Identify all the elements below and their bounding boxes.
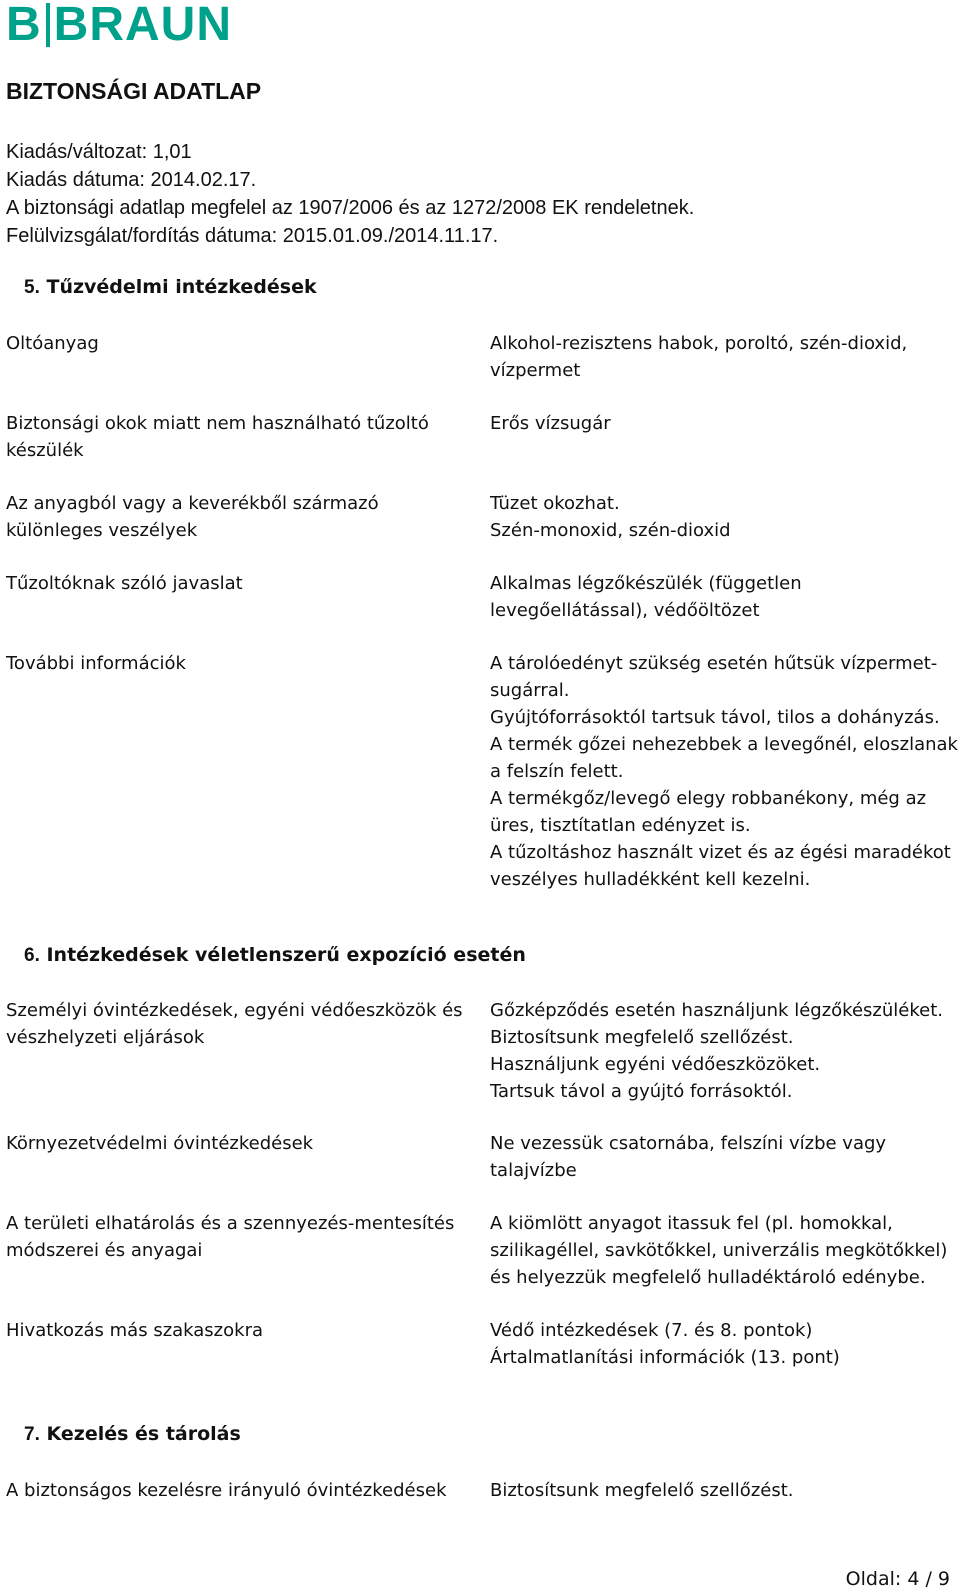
field-label — [6, 410, 466, 464]
document-title: BIZTONSÁGI ADATLAP — [6, 78, 262, 104]
label-line: Hivatkozás más szakaszokra — [6, 1320, 264, 1341]
value-line: Ártalmatlanítási információk (13. pont) — [490, 1347, 840, 1368]
value-line: talajvízbe — [490, 1160, 577, 1181]
value-line: Tartsuk távol a gyújtó forrásoktól. — [490, 1081, 793, 1102]
field-label — [6, 1477, 466, 1504]
value-line: Erős vízsugár — [490, 413, 611, 434]
value-line: Tüzet okozhat. — [490, 493, 620, 514]
field-value — [490, 1317, 950, 1371]
field-label — [6, 330, 466, 357]
value-line: levegőellátással), védőöltözet — [490, 600, 760, 621]
value-line: Gőzképződés esetén használjunk légzőkészüléket. — [490, 1000, 943, 1021]
value-line: Gyújtóforrásoktól tartsuk távol, tilos a dohányzás. — [490, 707, 940, 728]
field-label — [6, 1130, 466, 1157]
field-label — [6, 490, 466, 544]
value-line: veszélyes hulladékként kell kezelni. — [490, 869, 811, 890]
section-number: 6. — [24, 945, 40, 966]
value-line: Alkalmas légzőkészülék (független — [490, 573, 802, 594]
field-value — [490, 490, 950, 544]
label-line: vészhelyzeti eljárások — [6, 1027, 205, 1048]
label-line: Oltóanyag — [6, 333, 99, 354]
section-title — [24, 276, 317, 299]
label-line: Az anyagból vagy a keverékből származó — [6, 493, 379, 514]
field-value — [490, 1130, 950, 1184]
logo-letter-b: B — [6, 0, 42, 51]
label-line: Személyi óvintézkedések, egyéni védőeszközök és — [6, 1000, 463, 1021]
value-line: A kiömlött anyagot itassuk fel (pl. homokkal, — [490, 1213, 893, 1234]
field-value — [490, 570, 950, 624]
value-line: A termék gőzei nehezebbek a levegőnél, eloszlanak — [490, 734, 958, 755]
label-line: További információk — [6, 653, 186, 674]
value-line: a felszín felett. — [490, 761, 624, 782]
field-label — [6, 570, 466, 597]
section-heading: Kezelés és tárolás — [46, 1423, 241, 1445]
value-line: Ne vezessük csatornába, felszíni vízbe vagy — [490, 1133, 887, 1154]
braun-logo — [6, 0, 232, 51]
meta-version: Kiadás/változat: 1,01 — [6, 141, 192, 163]
field-label — [6, 650, 466, 677]
field-label — [6, 1210, 466, 1264]
section-heading: Tűzvédelmi intézkedések — [46, 276, 317, 298]
field-value — [490, 1210, 950, 1291]
label-line: A területi elhatárolás és a szennyezés-mentesítés — [6, 1213, 455, 1234]
field-value — [490, 650, 958, 893]
field-label — [6, 997, 466, 1051]
label-line: módszerei és anyagai — [6, 1240, 203, 1261]
value-line: Biztosítsunk megfelelő szellőzést. — [490, 1027, 794, 1048]
field-value — [490, 410, 950, 437]
page-number: Oldal: 4 / 9 — [845, 1568, 950, 1590]
value-line: Védő intézkedések (7. és 8. pontok) — [490, 1320, 813, 1341]
field-value — [490, 997, 950, 1105]
value-line: A tűzoltáshoz használt vizet és az égési maradékot — [490, 842, 951, 863]
field-value — [490, 1477, 950, 1504]
meta-issue-date: Kiadás dátuma: 2014.02.17. — [6, 169, 257, 191]
value-line: sugárral. — [490, 680, 570, 701]
section-title — [24, 1423, 241, 1446]
field-label — [6, 1317, 466, 1344]
label-line: A biztonságos kezelésre irányuló óvintézkedések — [6, 1480, 447, 1501]
value-line: Szén-monoxid, szén-dioxid — [490, 520, 731, 541]
value-line: szilikagéllel, savkötőkkel, univerzális megkötőkkel) — [490, 1240, 948, 1261]
label-line: készülék — [6, 440, 84, 461]
section-number: 5. — [24, 277, 40, 298]
logo-name: BRAUN — [53, 0, 232, 51]
label-line: Tűzoltóknak szóló javaslat — [6, 573, 243, 594]
value-line: és helyezzük megfelelő hulladéktároló edénybe. — [490, 1267, 926, 1288]
value-line: vízpermet — [490, 360, 581, 381]
value-line: Alkohol-rezisztens habok, poroltó, szén-dioxid, — [490, 333, 908, 354]
value-line: A termékgőz/levegő elegy robbanékony, még az — [490, 788, 927, 809]
label-line: Biztonsági okok miatt nem használható tűzoltó — [6, 413, 429, 434]
meta-revision-date: Felülvizsgálat/fordítás dátuma: 2015.01.09./2014.11.17. — [6, 225, 499, 247]
value-line: Használjunk egyéni védőeszközöket. — [490, 1054, 821, 1075]
value-line: A tárolóedényt szükség esetén hűtsük vízpermet- — [490, 653, 938, 674]
label-line: Környezetvédelmi óvintézkedések — [6, 1133, 314, 1154]
section-number: 7. — [24, 1424, 40, 1445]
section-heading: Intézkedések véletlenszerű expozíció esetén — [46, 944, 526, 966]
label-line: különleges veszélyek — [6, 520, 198, 541]
logo-divider — [46, 3, 50, 47]
section-title — [24, 944, 526, 967]
field-value — [490, 330, 950, 384]
meta-regulation: A biztonsági adatlap megfelel az 1907/2006 és az 1272/2008 EK rendeletnek. — [6, 197, 695, 219]
value-line: Biztosítsunk megfelelő szellőzést. — [490, 1480, 794, 1501]
value-line: üres, tisztítatlan edényzet is. — [490, 815, 751, 836]
